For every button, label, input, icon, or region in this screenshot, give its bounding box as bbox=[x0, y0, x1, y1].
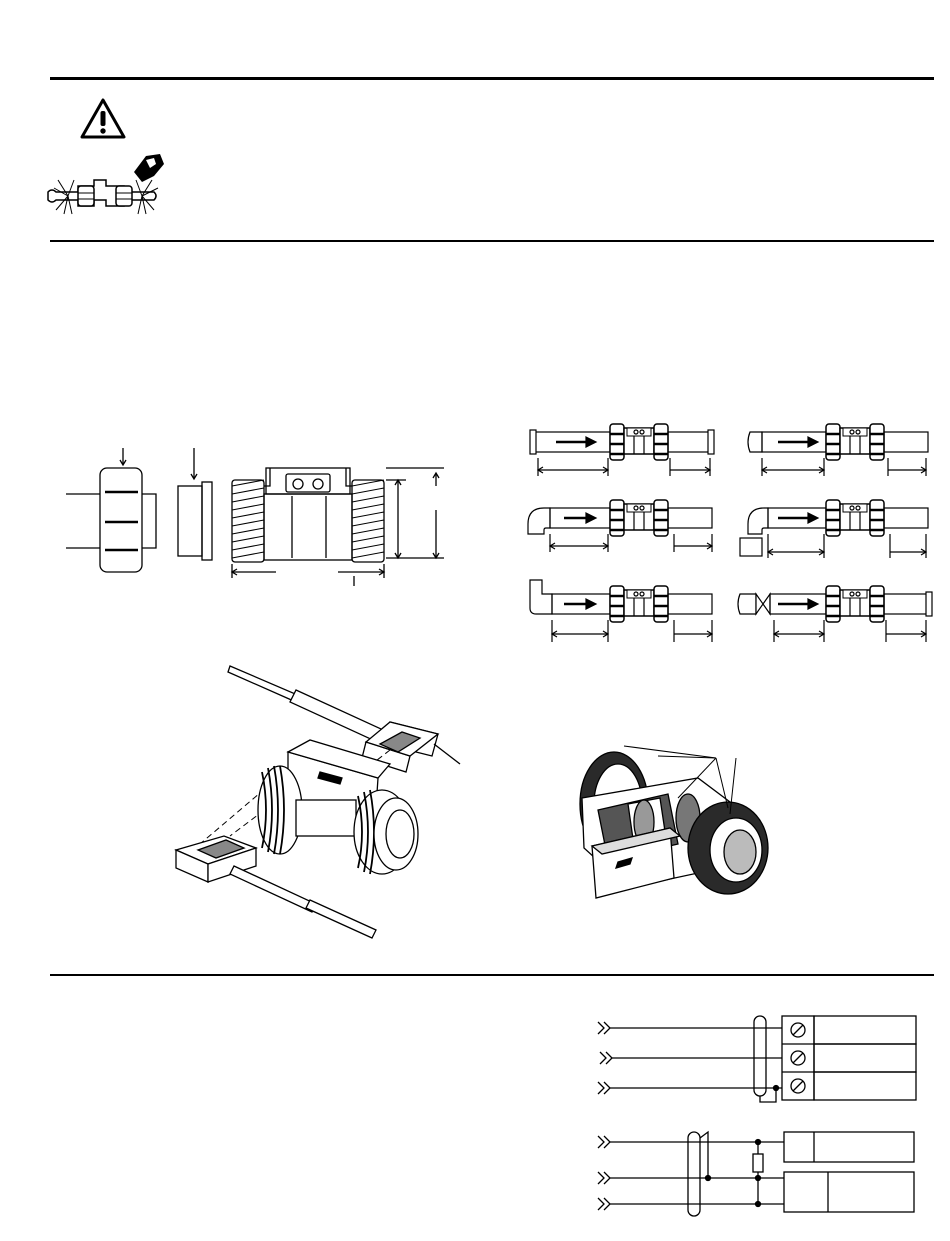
pipe-leak-icon bbox=[46, 150, 166, 220]
flowmeter-exploded-view-diagram bbox=[60, 440, 450, 590]
bottom-rule bbox=[50, 974, 934, 976]
sensor-mounting-diagram bbox=[170, 660, 470, 940]
two-wire-with-resistor-diagram bbox=[590, 1128, 920, 1220]
section-rule bbox=[50, 240, 934, 242]
straight-pipe-run-configurations-diagram bbox=[522, 420, 942, 650]
flowmeter-cutaway-diagram bbox=[568, 738, 778, 908]
top-rule bbox=[50, 77, 934, 80]
warning-triangle-icon bbox=[80, 98, 126, 140]
three-wire-terminal-diagram bbox=[590, 1010, 920, 1105]
